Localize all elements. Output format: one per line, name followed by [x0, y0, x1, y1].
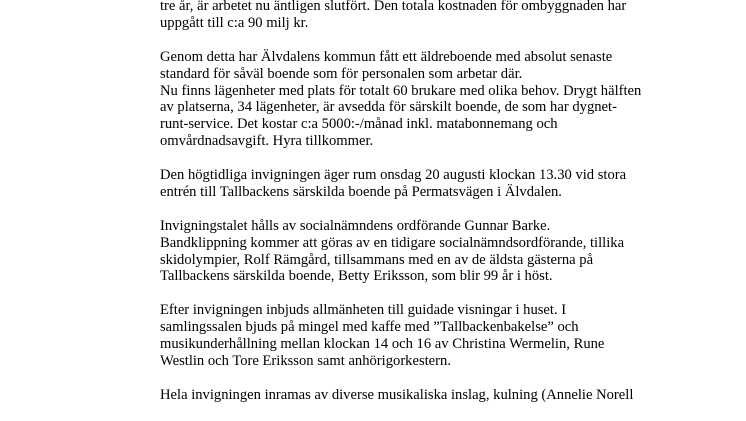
- paragraph-elderly-home: [160, 49, 720, 150]
- text-line: Westlin och Tore Eriksson samt anhörigorkestern.: [160, 352, 451, 369]
- text-line: samlingssalen bjuds på mingel med kaffe med ”Tallbackenbakelse” och: [160, 319, 579, 336]
- text-line: musikunderhållning mellan klockan 14 och 16 av Christina Wermelin, Rune: [160, 336, 605, 353]
- paragraph-inauguration-speech: [160, 218, 720, 286]
- document-body: [160, 0, 720, 421]
- text-line: Invigningstalet hålls av socialnämndens ordförande Gunnar Barke.: [160, 217, 551, 234]
- text-line: Hela invigningen inramas av diverse musikaliska inslag, kulning (Annelie Norell: [160, 386, 634, 403]
- text-line: tre år, är arbetet nu äntligen slutfört. Den totala kostnaden för ombyggnaden har: [160, 0, 627, 14]
- text-line: Efter invigningen inbjuds allmänheten till guidade visningar i huset. I: [160, 302, 567, 319]
- text-line: Den högtidliga invigningen äger rum onsdag 20 augusti klockan 13.30 vid stora: [160, 167, 627, 184]
- text-line: Bandklippning kommer att göras av en tidigare socialnämndsordförande, tillika: [160, 234, 625, 251]
- text-line: skidolympier, Rolf Rämgård, tillsammans med en av de äldsta gästerna på: [160, 251, 594, 268]
- paragraph-inauguration-time: [160, 167, 720, 201]
- text-line: uppgått till c:a 90 milj kr.: [160, 14, 309, 31]
- paragraph-renovation-cost: [160, 0, 720, 32]
- text-line: entrén till Tallbackens särskilda boende på Permatsvägen i Älvdalen.: [160, 183, 562, 200]
- text-line: Tallbackens särskilda boende, Betty Eriksson, som blir 99 år i höst.: [160, 268, 553, 285]
- text-line: omvårdnadsavgift. Hyra tillkommer.: [160, 133, 374, 150]
- text-line: av platserna, 34 lägenheter, är avsedda för särskilt boende, de som har dygnet-: [160, 99, 617, 116]
- paragraph-public-tours: [160, 302, 720, 370]
- text-line: runt-service. Det kostar c:a 5000:-/månad inkl. matabonnemang och: [160, 116, 558, 133]
- text-line: standard för såväl boende som för personalen som arbetar där.: [160, 65, 523, 82]
- text-line: Nu finns lägenheter med plats för totalt 60 brukare med olika behov. Drygt hälften: [160, 82, 642, 99]
- text-line: Genom detta har Älvdalens kommun fått ett äldreboende med absolut senaste: [160, 48, 613, 65]
- paragraph-music: [160, 387, 720, 404]
